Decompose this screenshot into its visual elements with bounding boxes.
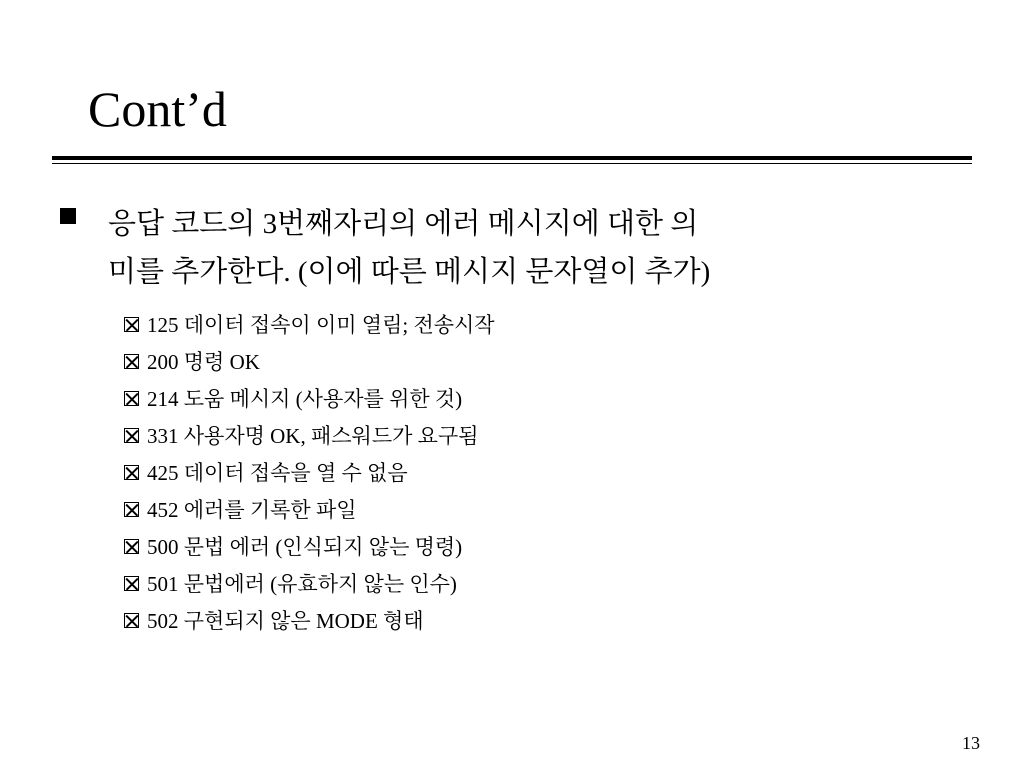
response-code-text: 331 사용자명 OK, 패스워드가 요구됨 [147, 423, 479, 448]
main-bullet-text [108, 200, 968, 296]
title-divider-thick [52, 156, 972, 160]
response-code-text: 200 명령 OK [147, 349, 260, 374]
response-code-item [124, 306, 495, 343]
response-code-item [124, 343, 495, 380]
boxed-x-bullet-icon [124, 391, 139, 406]
response-code-list [124, 306, 495, 639]
boxed-x-bullet-icon [124, 502, 139, 517]
response-code-item [124, 602, 495, 639]
response-code-item [124, 528, 495, 565]
title-divider-thin [52, 163, 972, 164]
response-code-item [124, 565, 495, 602]
main-bullet-line-2: 미를 추가한다. (이에 따른 메시지 문자열이 추가) [108, 256, 711, 288]
boxed-x-bullet-icon [124, 428, 139, 443]
slide-title: Cont’d [88, 81, 227, 137]
response-code-text: 125 데이터 접속이 이미 열림; 전송시작 [147, 312, 495, 337]
response-code-text: 502 구현되지 않은 MODE 형태 [147, 608, 424, 633]
boxed-x-bullet-icon [124, 354, 139, 369]
main-bullet-line-1: 응답 코드의 3번째자리의 에러 메시지에 대한 의 [108, 208, 699, 240]
response-code-text: 214 도움 메시지 (사용자를 위한 것) [147, 386, 463, 411]
square-bullet-icon [60, 208, 76, 224]
response-code-item [124, 454, 495, 491]
boxed-x-bullet-icon [124, 613, 139, 628]
response-code-text: 500 문법 에러 (인식되지 않는 명령) [147, 534, 463, 559]
response-code-text: 452 에러를 기록한 파일 [147, 497, 357, 522]
response-code-item [124, 380, 495, 417]
boxed-x-bullet-icon [124, 465, 139, 480]
boxed-x-bullet-icon [124, 576, 139, 591]
response-code-item [124, 417, 495, 454]
page-number: 13 [962, 733, 980, 753]
response-code-text: 425 데이터 접속을 열 수 없음 [147, 460, 408, 485]
response-code-item [124, 491, 495, 528]
boxed-x-bullet-icon [124, 539, 139, 554]
response-code-text: 501 문법에러 (유효하지 않는 인수) [147, 571, 457, 596]
boxed-x-bullet-icon [124, 317, 139, 332]
